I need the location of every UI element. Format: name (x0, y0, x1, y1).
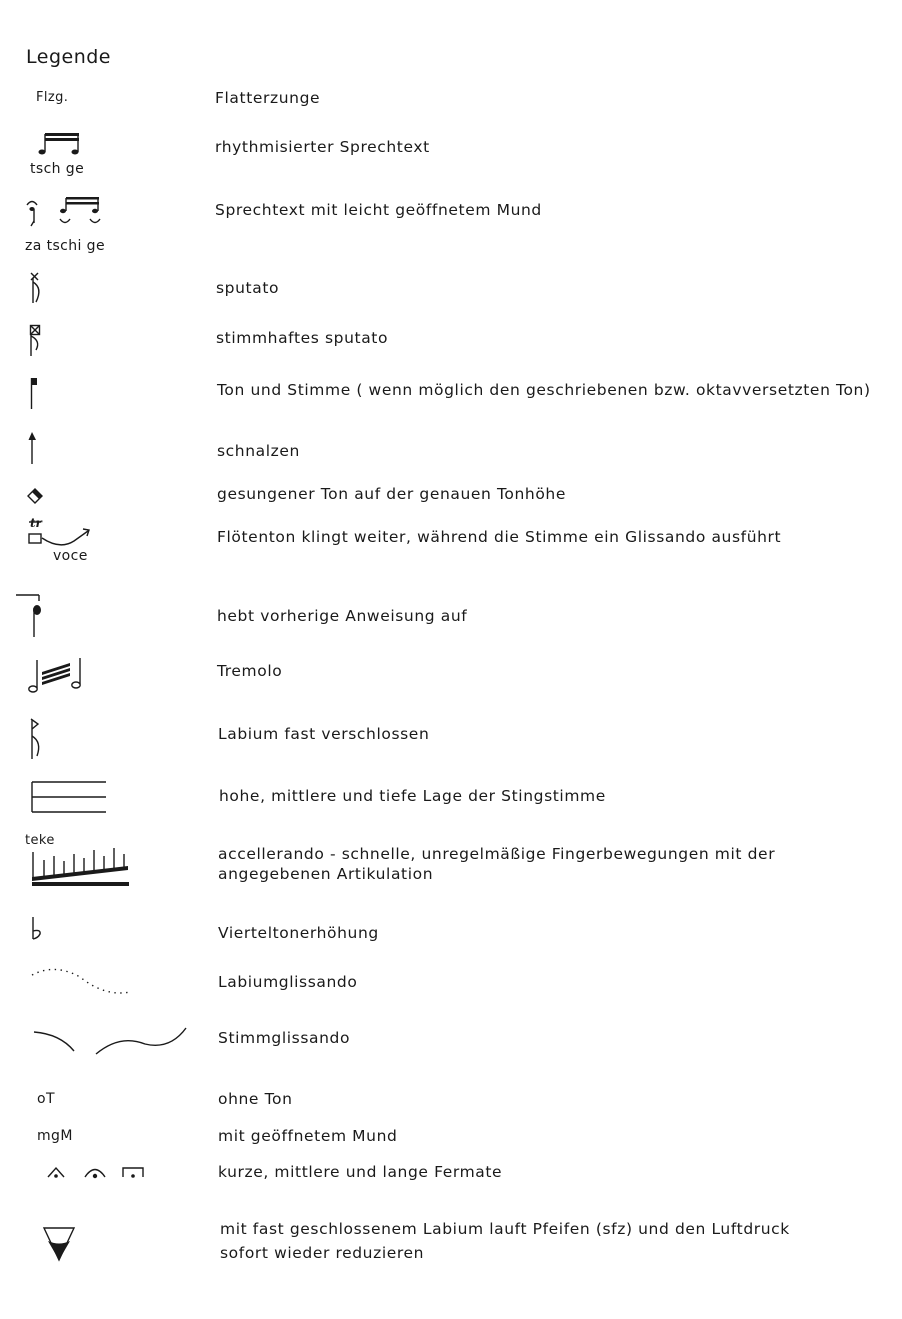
voice-register-lines-icon (30, 778, 110, 816)
legend-desc-tremolo: Tremolo (217, 662, 283, 680)
legend-desc-vierteltonerhoehung: Vierteltonerhöhung (218, 924, 379, 942)
legend-desc-labium-verschlossen: Labium fast verschlossen (218, 725, 430, 743)
legend-desc-pfeifen-line1: mit fast geschlossenem Labium lauft Pfeifen (sfz) und den Luftdruck (220, 1220, 790, 1238)
cancel-instruction-icon (14, 590, 44, 640)
tremolo-icon (26, 654, 86, 696)
legend-desc-ton-und-stimme: Ton und Stimme ( wenn möglich den geschriebenen bzw. oktavversetzten Ton) (217, 381, 871, 399)
labium-closed-icon (27, 716, 47, 762)
flzg-abbreviation: Flzg. (36, 90, 69, 105)
spoken-syllables: tsch ge (30, 161, 85, 177)
legend-desc-hebt-auf: hebt vorherige Anweisung auf (217, 607, 468, 625)
open-mouth-speech-icon (24, 195, 104, 235)
legend-desc-accellerando-line1: accellerando - schnelle, unregelmäßige Fingerbewegungen mit der (218, 845, 776, 863)
whistle-triangle-icon (40, 1222, 78, 1264)
legend-desc-pfeifen-line2: sofort wieder reduzieren (220, 1244, 425, 1262)
legend-desc-schnalzen: schnalzen (217, 442, 300, 460)
voce-glissando-icon (24, 516, 96, 548)
fermata-icons (46, 1163, 148, 1183)
legend-desc-labiumglissando: Labiumglissando (218, 973, 358, 991)
sung-diamond-icon (27, 487, 45, 505)
sputato-icon (28, 270, 48, 306)
legend-desc-ohne-ton: ohne Ton (218, 1090, 293, 1108)
ot-abbreviation: oT (37, 1091, 55, 1107)
legend-desc-fermate: kurze, mittlere und lange Fermate (218, 1163, 503, 1181)
voice-glissando-icon (30, 1024, 190, 1056)
legend-desc-sputato: sputato (216, 279, 280, 297)
legend-desc-rhythmisierter-sprechtext: rhythmisierter Sprechtext (215, 138, 430, 156)
legend-desc-gesungener-ton: gesungener Ton auf der genauen Tonhöhe (217, 485, 566, 503)
legend-desc-lage-stingstimme: hohe, mittlere und tiefe Lage der Stingstimme (219, 787, 606, 805)
teke-label: teke (25, 833, 55, 848)
labium-glissando-icon (30, 965, 134, 1001)
rhythm-sixteenth-notes-icon (36, 128, 90, 160)
legend-desc-flatterzunge: Flatterzunge (215, 89, 321, 107)
mgm-abbreviation: mgM (37, 1128, 73, 1144)
legend-desc-accellerando-line2: angegebenen Artikulation (218, 865, 434, 883)
voiced-sputato-icon (28, 322, 48, 358)
svg-text:tr: tr (30, 516, 42, 530)
quarter-tone-flat-icon (29, 915, 45, 943)
tone-and-voice-icon (28, 376, 42, 410)
spoken-syllables-open: za tschi ge (25, 238, 105, 254)
legend-desc-geoeffneter-mund: mit geöffnetem Mund (218, 1127, 398, 1145)
accelerando-beam-icon (30, 842, 132, 890)
legend-desc-sprechtext-geoeffnet: Sprechtext mit leicht geöffnetem Mund (215, 201, 542, 219)
click-tongue-icon (28, 430, 42, 466)
legend-desc-floetenton-glissando: Flötenton klingt weiter, während die Stimme ein Glissando ausführt (217, 528, 782, 546)
legend-desc-stimmhaftes-sputato: stimmhaftes sputato (216, 329, 389, 347)
voce-label: voce (53, 548, 88, 564)
legend-desc-stimmglissando: Stimmglissando (218, 1029, 351, 1047)
page-title: Legende (26, 46, 111, 68)
